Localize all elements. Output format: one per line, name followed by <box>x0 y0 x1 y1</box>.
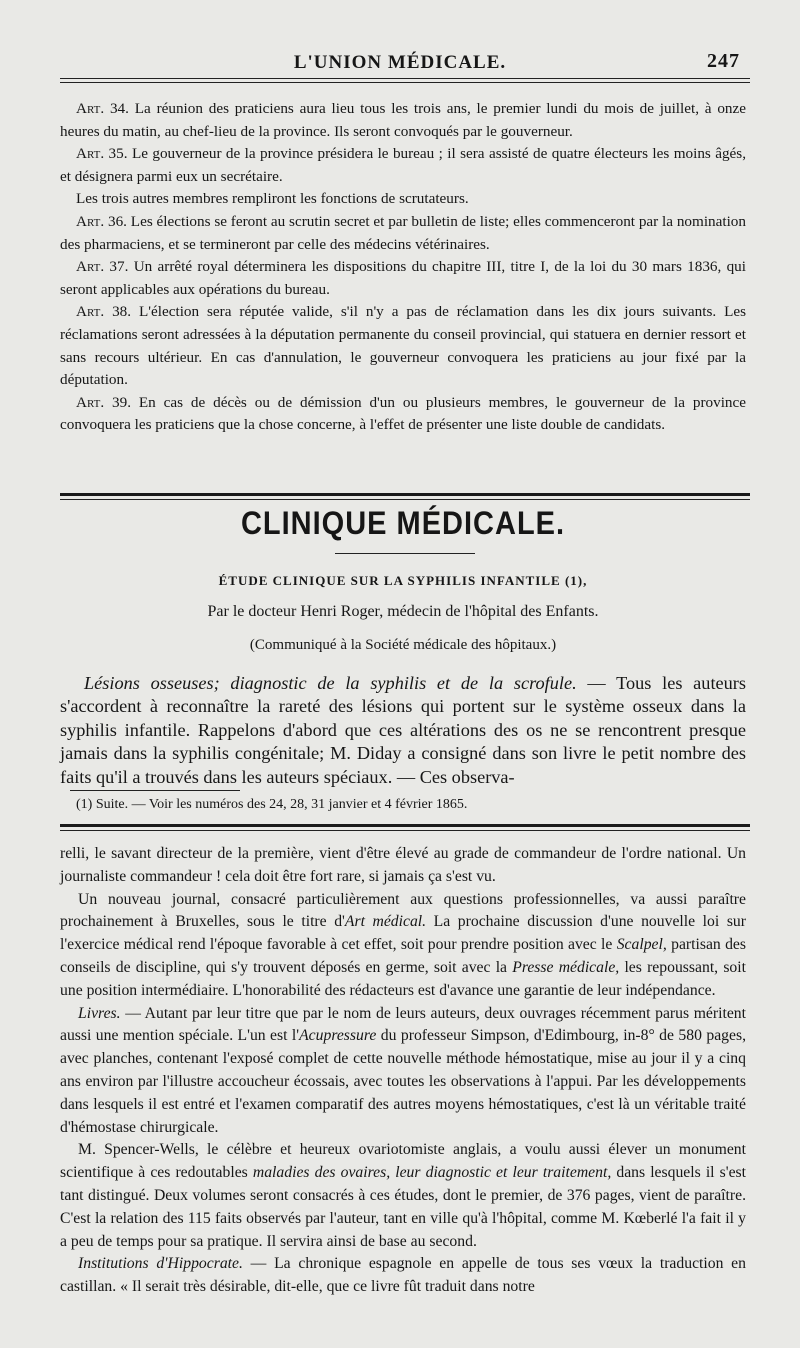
page-number: 247 <box>707 50 740 72</box>
communication-note: (Communiqué à la Société médicale des hôpitaux.) <box>249 637 557 653</box>
section-rule <box>60 493 750 496</box>
lead-paragraph <box>60 672 746 789</box>
journal-title: L'UNION MÉDICALE. <box>293 52 507 73</box>
article-35: Art. 35. Le gouverneur de la province présidera le bureau ; il sera assisté de quatre électeurs les moins âgés, et désignera parmi eux un secrétaire. <box>60 145 746 185</box>
paragraph-nomination: relli, le savant directeur de la première, vient d'être élevé au grade de commandeur de l'ordre national. Un journaliste commandeur ! cela doit être fort rare, si jamais ça s'est vu. <box>60 845 746 885</box>
header-rule <box>60 78 750 79</box>
article-38: Art. 38. L'élection sera réputée valide, s'il n'y a pas de réclamation dans les dix jours suivants. Les réclamations seront adressées à la députation permanente du conseil provincial, qui statuera en dernier ressort et sans recours ultérieur. En cas d'annulation, le gouverneur convoquera les praticiens au jour fixé par la députation. <box>60 303 747 389</box>
footnote-rule <box>70 790 240 791</box>
articles-section <box>60 98 746 437</box>
feuilleton-rule-2 <box>60 830 750 831</box>
article-34: Art. 34. La réunion des praticiens aura lieu tous les trois ans, le premier lundi du mois de juillet, à onze heures du matin, au chef-lieu de la province. Ils seront convoqués par le gouverneur. <box>60 100 747 140</box>
footnote: (1) Suite. — Voir les numéros des 24, 28, 31 janvier et 4 février 1865. <box>76 797 468 812</box>
section-rule-2 <box>60 499 750 500</box>
paragraph-hippocrate: Institutions d'Hippocrate. — La chronique espagnole en appelle de tous ses vœux la traduction en castillan. « Il serait très désirable, dit-elle, que ce livre fût traduit dans notre <box>60 1255 746 1296</box>
feuilleton-rule <box>60 824 750 827</box>
title-underline <box>335 553 475 554</box>
paragraph-spencer-wells: M. Spencer-Wells, le célèbre et heureux ovariotomiste anglais, a voulu aussi élever un monument scientifique à ces redoutables maladies des ovaires, leur diagnostic et leur traitement, dans lesquels il s'est tant distingué. Deux volumes seront consacrés à ces études, dont le premier, de 376 pages, vient de paraître. C'est la relation des 115 faits observés par l'auteur, tant en ville qu'à l'hôpital, comme M. Kœberlé l'a fait il y a peu de temps pour sa pratique. Il servira ainsi de base au second. <box>60 1141 746 1250</box>
header-rule-2 <box>60 82 750 83</box>
running-header <box>60 48 740 74</box>
article-37: Art. 37. Un arrêté royal déterminera les dispositions du chapitre III, titre I, de la loi du 30 mars 1836, qui seront applicables aux opérations du bureau. <box>60 258 746 298</box>
study-subtitle: ÉTUDE CLINIQUE SUR LA SYPHILIS INFANTILE (1), <box>218 573 588 588</box>
article-36: Art. 36. Les élections se feront au scrutin secret et par bulletin de liste; elles commenceront par la nomination des pharmaciens, et se termineront par celle des médecins vétérinaires. <box>60 212 746 253</box>
lead-heading: Lésions osseuses; diagnostic de la syphilis et de la scrofule. <box>84 673 577 693</box>
lead-text: — Tous les auteurs s'accordent à reconnaître la rareté des lésions qui portent sur le système osseux dans la syphilis infantile. Rappelons d'abord que ces altérations des os ne se rencontrent presque jamais dans la syphilis congénitale; M. Diday a consigné dans son livre le petit nombre des faits qu'il a trouvés dans les auteurs spéciaux. — Ces observa- <box>60 673 746 787</box>
article-35-continued: Les trois autres membres rempliront les fonctions de scrutateurs. <box>76 190 469 208</box>
section-title: CLINIQUE MÉDICALE. <box>240 506 566 542</box>
paragraph-new-journal: Un nouveau journal, consacré particulièrement aux questions professionnelles, va aussi paraître prochainement à Bruxelles, sous le titre d'Art médical. La prochaine discussion d'une nouvelle loi sur l'exercice médical rend l'époque favorable à cet effet, soit pour prendre position avec le Scalpel, partisan des conseils de discipline, qui s'y trouvent déposés en germe, soit avec la Presse médicale, les repoussant, soit une position intermédiaire. L'honorabilité des rédacteurs est d'avance une garantie de leur indépendance. <box>60 890 747 999</box>
author-line: Par le docteur Henri Roger, médecin de l'hôpital des Enfants. <box>207 603 599 620</box>
feuilleton-section <box>60 843 746 1299</box>
article-39: Art. 39. En cas de décès ou de démission d'un ou plusieurs membres, le gouverneur de la province convoquera les praticiens que la chose concerne, à l'effet de présenter une liste double de candidats. <box>60 393 746 434</box>
paragraph-books: Livres. — Autant par leur titre que par le nom de leurs auteurs, deux ouvrages récemment parus méritent aussi une mention spéciale. L'un est l'Acupressure du professeur Simpson, d'Edimbourg, in-8° de 580 pages, avec planches, contenant l'exposé complet de cette nouvelle méthode hémostatique, mise au jour il y a cinq ans environ par l'illustre accoucheur écossais, avec toutes les observations à l'appui. Par les développements dans lesquels il est entré et l'examen comparatif des autres moyens hémostatiques, c'est là un véritable traité d'hémostase chirurgicale. <box>60 1004 746 1136</box>
